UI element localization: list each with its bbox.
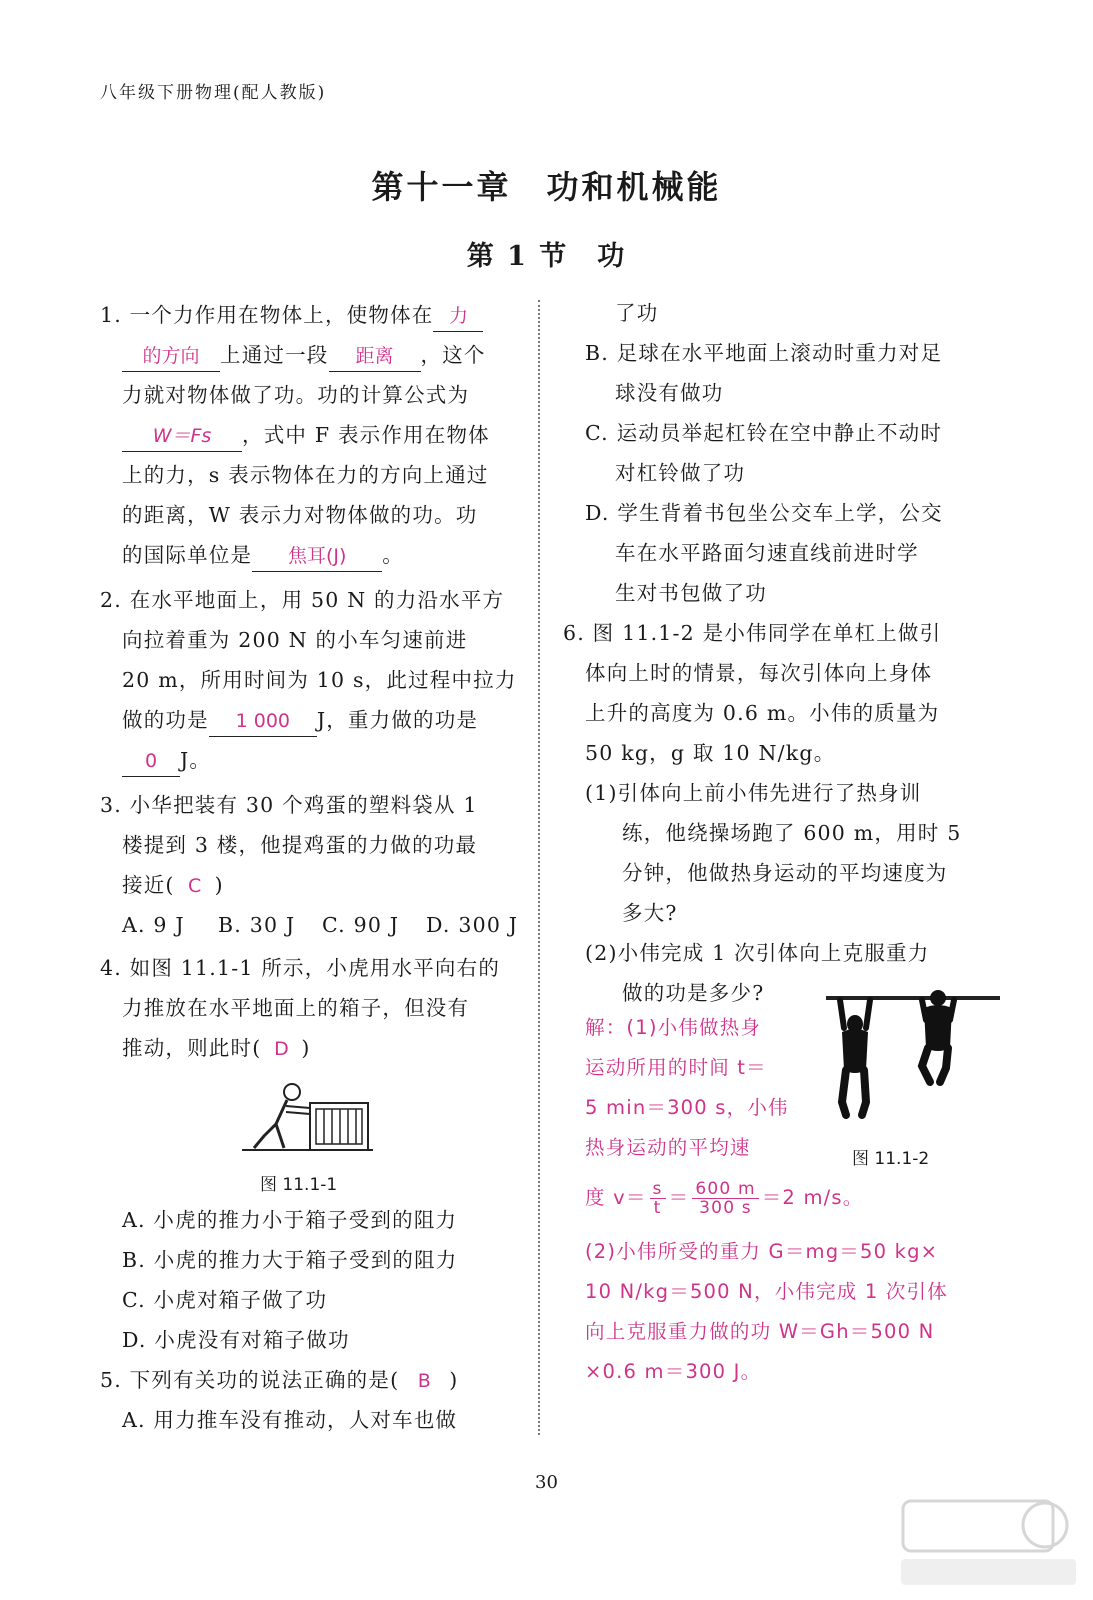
q5-option-a-line-1: A. 用力推车没有推动，人对车也做 [122, 1408, 458, 1432]
q5-option-d-line-1: D. 学生背着书包坐公交车上学，公交 [585, 501, 943, 525]
q3-line-2: 楼提到 3 楼，他提鸡蛋的力做的功最 [122, 833, 478, 857]
q2-line-5: 0 J。 [122, 740, 211, 780]
q4-answer: D [274, 1038, 289, 1060]
q1-blank-2: 距离 [329, 340, 421, 372]
q4-line-2: 力推放在水平地面上的箱子，但没有 [122, 996, 470, 1020]
figure-11-1-1-caption: 图 11.1-1 [260, 1175, 338, 1195]
q1-line-7: 的国际单位是 焦耳(J) 。 [122, 535, 404, 575]
q3-option-a: A. 9 J [122, 913, 185, 937]
q6-line-4: 50 kg，g 取 10 N/kg。 [585, 741, 836, 765]
q5-option-c-line-1: C. 运动员举起杠铃在空中静止不动时 [585, 421, 943, 445]
q2-line-4: 做的功是 1 000 J，重力做的功是 [122, 700, 478, 740]
q6-solution-line-2: 运动所用的时间 t＝ [585, 1056, 767, 1079]
q1-blank-1: 力 [433, 300, 483, 332]
q5-option-d-line-3: 生对书包做了功 [615, 581, 767, 605]
q3-line-1: 3. 小华把装有 30 个鸡蛋的塑料袋从 1 [100, 793, 478, 817]
q6-solution-line-1: 解：(1)小伟做热身 [585, 1016, 762, 1039]
q4-line-1: 4. 如图 11.1-1 所示，小虎用水平向右的 [100, 956, 501, 980]
q1-blank-4: 焦耳(J) [252, 540, 382, 572]
boy-pushing-box-figure [240, 1078, 375, 1153]
q6-solution-line-3: 5 min＝300 s，小伟 [585, 1096, 789, 1119]
q5-answer: B [417, 1370, 431, 1392]
q2-line-2: 向拉着重为 200 N 的小车匀速前进 [122, 628, 468, 652]
q1-line-3: 力就对物体做了功。功的计算公式为 [122, 383, 470, 407]
figure-11-1-2-caption: 图 11.1-2 [852, 1149, 930, 1169]
q2-blank-2: 0 [122, 745, 180, 777]
section-title: 第 1 节 功 [466, 241, 627, 272]
watermark-logo [895, 1495, 1080, 1590]
q1-line-5: 上的力，s 表示物体在力的方向上通过 [122, 463, 489, 487]
q3-answer: C [187, 875, 202, 897]
q6-sub2-line-1: (2)小伟完成 1 次引体向上克服重力 [585, 941, 930, 965]
q6-solution-line-9: ×0.6 m＝300 J。 [585, 1360, 762, 1383]
q4-option-b: B. 小虎的推力大于箱子受到的阻力 [122, 1248, 458, 1272]
q4-option-d: D. 小虎没有对箱子做功 [122, 1328, 350, 1352]
column-divider [538, 300, 540, 1435]
page-number: 30 [535, 1472, 558, 1493]
q1-line-2: 的方向 上通过一段 距离 ，这个 [122, 335, 486, 375]
q6-sub2-line-2: 做的功是多少? [622, 981, 765, 1005]
q5-option-b-line-2: 球没有做功 [615, 381, 724, 405]
q1-line-4: W＝Fs ，式中 F 表示作用在物体 [122, 415, 490, 455]
q6-sub1-line-4: 多大? [622, 901, 678, 925]
pull-up-figure [822, 990, 1004, 1125]
q1-blank-3: W＝Fs [122, 420, 242, 452]
q6-line-2: 体向上时的情景，每次引体向上身体 [585, 661, 933, 685]
q6-sub1-line-1: (1)引体向上前小伟先进行了热身训 [585, 781, 922, 805]
q5-option-a-line-2: 了功 [615, 301, 659, 325]
q3-option-d: D. 300 J [426, 913, 519, 937]
q4-option-c: C. 小虎对箱子做了功 [122, 1288, 328, 1312]
fraction-s-over-t: $\frac{s}{t}$ [650, 1180, 666, 1217]
q1-line-1: 1. 一个力作用在物体上，使物体在 力 [100, 295, 483, 335]
q6-solution-line-6: (2)小伟所受的重力 G＝mg＝50 kg× [585, 1240, 939, 1263]
q5-line-1: 5. 下列有关功的说法正确的是( B ) [100, 1360, 458, 1400]
q6-line-3: 上升的高度为 0.6 m。小伟的质量为 [585, 701, 940, 725]
q6-solution-line-5: 度 v＝ $\frac{s}{t}$ ＝ $\frac{600 m}{300 s}$ ＝2 m/s。 [585, 1179, 864, 1218]
q6-solution-line-7: 10 N/kg＝500 N，小伟完成 1 次引体 [585, 1280, 948, 1303]
q2-line-1: 2. 在水平地面上，用 50 N 的力沿水平方 [100, 588, 505, 612]
q2-line-3: 20 m，所用时间为 10 s，此过程中拉力 [122, 668, 517, 692]
q5-option-d-line-2: 车在水平路面匀速直线前进时学 [615, 541, 919, 565]
q5-option-c-line-2: 对杠铃做了功 [615, 461, 746, 485]
q5-option-b-line-1: B. 足球在水平地面上滚动时重力对足 [585, 341, 943, 365]
q6-solution-line-4: 热身运动的平均速 [585, 1136, 751, 1159]
q6-line-1: 6. 图 11.1-2 是小伟同学在单杠上做引 [563, 621, 942, 645]
q3-option-b: B. 30 J [218, 913, 296, 937]
chapter-title: 第十一章 功和机械能 [371, 168, 722, 206]
q1-line-6: 的距离，W 表示力对物体做的功。功 [122, 503, 478, 527]
q3-line-3: 接近( C ) [122, 865, 224, 905]
q6-solution-line-8: 向上克服重力做的功 W＝Gh＝500 N [585, 1320, 935, 1343]
q4-option-a: A. 小虎的推力小于箱子受到的阻力 [122, 1208, 458, 1232]
q4-line-3: 推动，则此时( D ) [122, 1028, 311, 1068]
q2-blank-1: 1 000 [209, 705, 317, 737]
book-header: 八年级下册物理(配人教版) [100, 83, 327, 103]
fraction-600-over-300: $\frac{600 m}{300 s}$ [692, 1180, 758, 1217]
q6-sub1-line-3: 分钟，他做热身运动的平均速度为 [622, 861, 948, 885]
q6-sub1-line-2: 练，他绕操场跑了 600 m，用时 5 [622, 821, 962, 845]
q3-option-c: C. 90 J [322, 913, 400, 937]
q1-blank-1b: 的方向 [122, 340, 220, 372]
